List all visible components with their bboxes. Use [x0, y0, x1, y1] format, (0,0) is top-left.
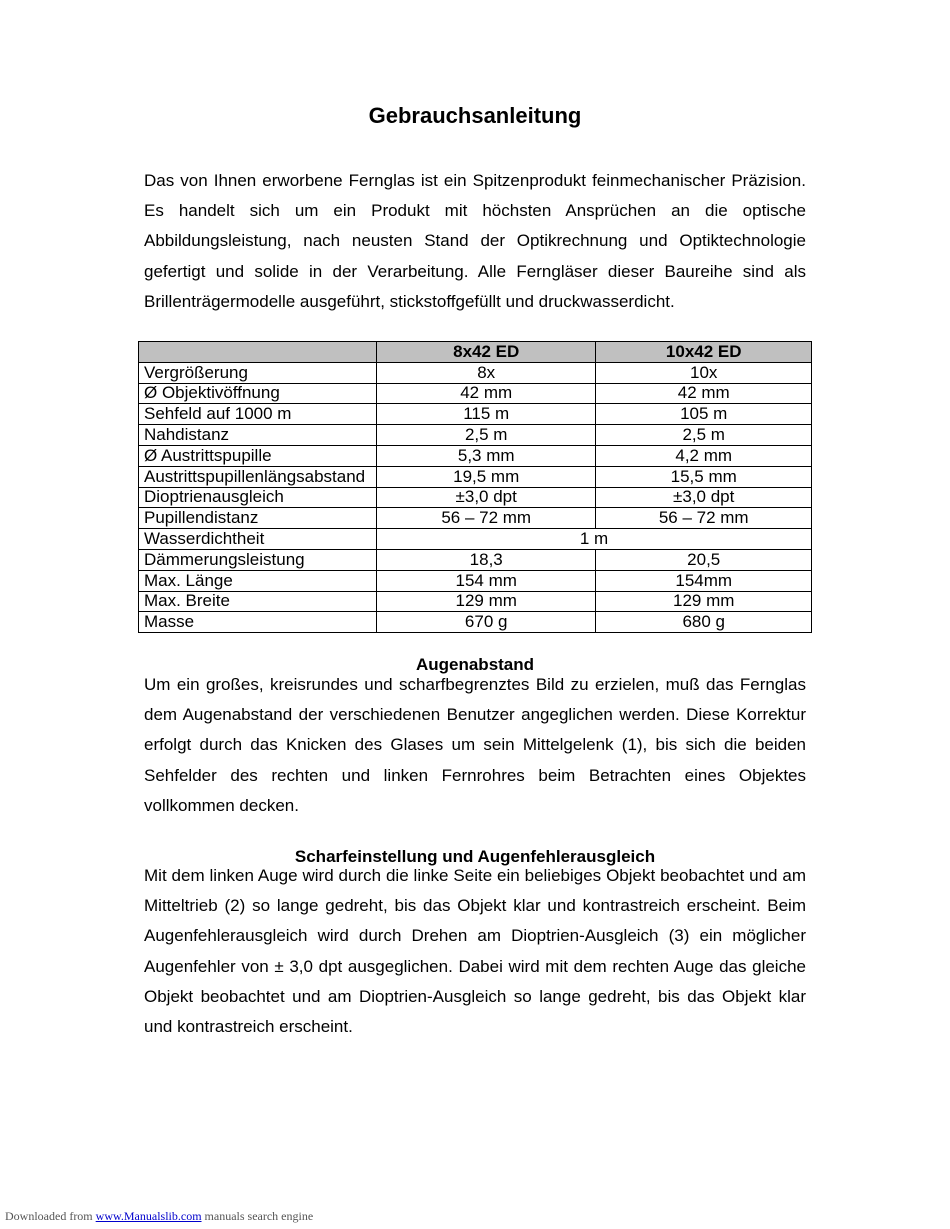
table-header-cell: 8x42 ED [376, 342, 595, 363]
table-header-row [139, 342, 812, 363]
row-value: 129 mm [376, 591, 595, 612]
row-value: 20,5 [596, 549, 812, 570]
row-value: 1 m [376, 529, 811, 550]
row-value: 129 mm [596, 591, 812, 612]
row-label: Sehfeld auf 1000 m [139, 404, 377, 425]
specs-table [138, 341, 812, 633]
row-label: Austrittspupillenlängsabstand [139, 466, 377, 487]
row-value: 15,5 mm [596, 466, 812, 487]
section-heading-augenabstand: Augenabstand [415, 655, 535, 674]
table-row [139, 362, 812, 383]
row-label: Max. Länge [139, 570, 377, 591]
section-text-scharfeinstellung: Mit dem linken Auge wird durch die linke Seite ein beliebiges Objekt beobachtet und am Mitteltrieb (2) so lange gedreht, bis das Objekt klar und kontrastreich erscheint. Beim Augenfehlerausgleich wird durch Drehen am Dioptrien-Ausgleich (3) ein möglicher Augenfehler von ± 3,0 dpt ausgeglichen. Dabei wird mit dem rechten Auge das gleiche Objekt beobachtet und am Dioptrien-Ausgleich so lange gedreht, bis das Objekt klar und kontrastreich erscheint. [144, 866, 806, 1037]
manualslib-link[interactable]: www.Manualslib.com [95, 1209, 202, 1223]
section-text-augenabstand: Um ein großes, kreisrundes und scharfbegrenztes Bild zu erzielen, muß das Fernglas dem Augenabstand der verschiedenen Benutzer angeglichen werden. Diese Korrektur erfolgt durch das Knicken des Glases um sein Mittelgelenk (1), bis sich die beiden Sehfelder des rechten und linken Fernrohres beim Betrachten eines Objektes vollkommen decken. [144, 675, 806, 815]
row-label: Ø Objektivöffnung [139, 383, 377, 404]
row-value: 19,5 mm [376, 466, 595, 487]
row-value: 42 mm [596, 383, 812, 404]
footer-suffix: manuals search engine [201, 1209, 314, 1223]
section-heading-scharfeinstellung: Scharfeinstellung und Augenfehlerausgleich [294, 847, 656, 866]
footer [5, 1209, 313, 1224]
row-value: 10x [596, 362, 812, 383]
table-row [139, 383, 812, 404]
row-value: 670 g [376, 612, 595, 633]
row-value: 115 m [376, 404, 595, 425]
table-row [139, 591, 812, 612]
intro-paragraph: Das von Ihnen erworbene Fernglas ist ein Spitzenprodukt feinmechanischer Präzision. Es handelt sich um ein Produkt mit höchsten Ansprüchen an die optische Abbildungsleistung, nach neusten Stand der Optikrechnung und Optiktechnologie gefertigt und solide in der Verarbeitung. Alle Ferngläser dieser Baureihe sind als Brillenträgermodelle ausgeführt, stickstoffgefüllt und druckwasserdicht. [144, 171, 806, 311]
row-value: 18,3 [376, 549, 595, 570]
table-row [139, 529, 812, 550]
row-label: Pupillendistanz [139, 508, 377, 529]
row-value: 4,2 mm [596, 445, 812, 466]
row-value: 8x [376, 362, 595, 383]
row-value: 2,5 m [596, 425, 812, 446]
table-row [139, 404, 812, 425]
row-value: 680 g [596, 612, 812, 633]
table-row [139, 549, 812, 570]
row-value: ±3,0 dpt [376, 487, 595, 508]
table-row [139, 466, 812, 487]
row-value: 105 m [596, 404, 812, 425]
footer-prefix: Downloaded from [5, 1209, 96, 1223]
page-title: Gebrauchsanleitung [368, 103, 582, 128]
table-header-cell: 10x42 ED [596, 342, 812, 363]
row-value: 154mm [596, 570, 812, 591]
row-value: 56 – 72 mm [596, 508, 812, 529]
row-label: Ø Austrittspupille [139, 445, 377, 466]
table-row [139, 487, 812, 508]
row-label: Max. Breite [139, 591, 377, 612]
row-value: 42 mm [376, 383, 595, 404]
table-row [139, 508, 812, 529]
row-label: Nahdistanz [139, 425, 377, 446]
row-label: Wasserdichtheit [139, 529, 377, 550]
row-value: 56 – 72 mm [376, 508, 595, 529]
table-row [139, 425, 812, 446]
row-label: Dioptrienausgleich [139, 487, 377, 508]
row-label: Masse [139, 612, 377, 633]
row-value: 2,5 m [376, 425, 595, 446]
row-value: 5,3 mm [376, 445, 595, 466]
row-value: 154 mm [376, 570, 595, 591]
row-label: Dämmerungsleistung [139, 549, 377, 570]
table-row [139, 612, 812, 633]
table-header-cell [139, 342, 377, 363]
table-row [139, 570, 812, 591]
row-label: Vergrößerung [139, 362, 377, 383]
row-value: ±3,0 dpt [596, 487, 812, 508]
table-row [139, 445, 812, 466]
